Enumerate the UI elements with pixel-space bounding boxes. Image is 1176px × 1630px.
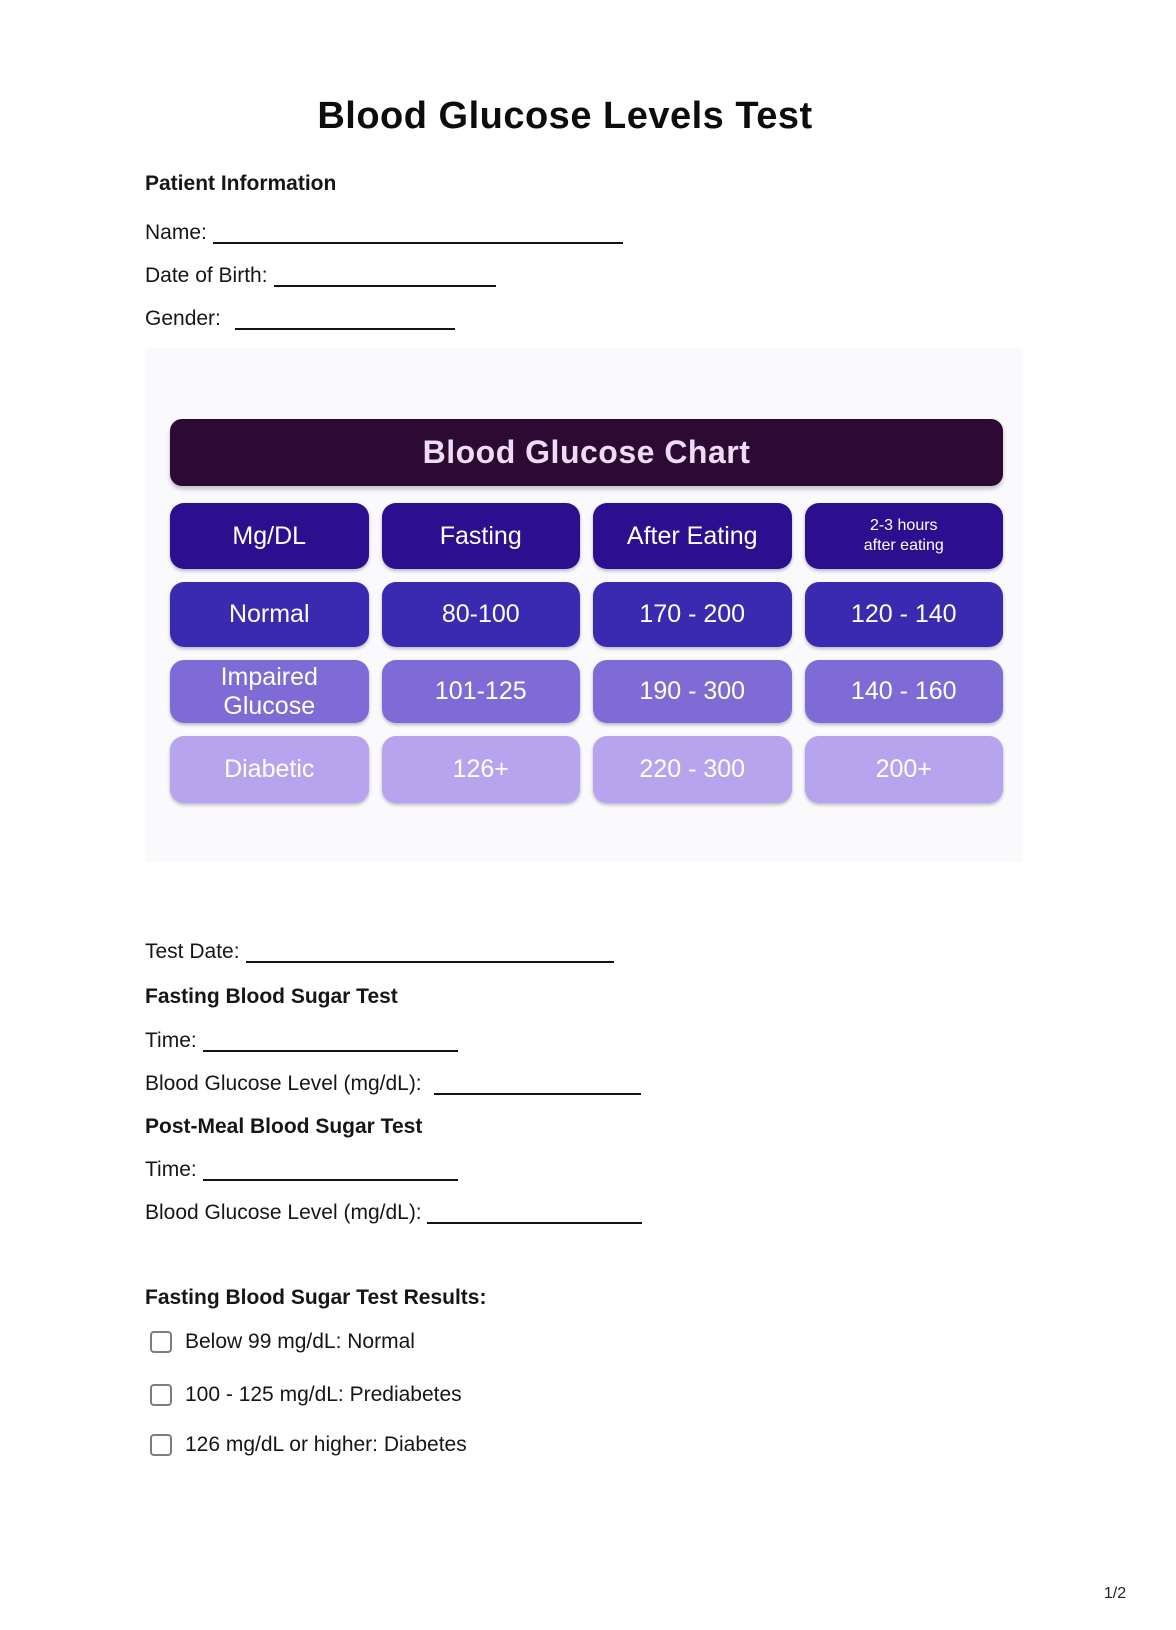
dob-label: Date of Birth: — [145, 264, 268, 287]
chart-row-label-normal: Normal — [170, 582, 369, 647]
patient-info-heading: Patient Information — [145, 172, 337, 195]
fasting-glucose-row — [145, 1072, 641, 1096]
post-meal-glucose-label: Blood Glucose Level (mg/dL): — [145, 1201, 422, 1224]
checkbox-prediabetes[interactable] — [150, 1384, 172, 1406]
post-meal-time-label: Time: — [145, 1158, 197, 1181]
chart-title: Blood Glucose Chart — [422, 434, 751, 470]
results-heading: Fasting Blood Sugar Test Results: — [145, 1286, 487, 1309]
chart-col-header-2-3-hours-line2: after eating — [863, 537, 944, 554]
gender-field-row — [145, 307, 455, 331]
post-meal-glucose-input-line[interactable] — [427, 1202, 642, 1224]
name-field-row — [145, 221, 623, 245]
chart-cell-normal-after-eating: 170 - 200 — [593, 582, 792, 647]
gender-label: Gender: — [145, 307, 221, 330]
name-input-line[interactable] — [213, 222, 623, 244]
chart-col-header-after-eating: After Eating — [593, 503, 792, 569]
result-option-row-prediabetes — [150, 1383, 462, 1407]
fasting-glucose-input-line[interactable] — [434, 1073, 641, 1095]
fasting-glucose-label: Blood Glucose Level (mg/dL): — [145, 1072, 422, 1095]
chart-row-label-impaired: Impaired Glucose — [170, 660, 369, 723]
chart-row-label-diabetic: Diabetic — [170, 736, 369, 803]
chart-cell-normal-fasting: 80-100 — [382, 582, 581, 647]
checkbox-normal[interactable] — [150, 1331, 172, 1353]
chart-table — [170, 503, 1003, 803]
chart-cell-diabetic-fasting: 126+ — [382, 736, 581, 803]
chart-col-header-fasting: Fasting — [382, 503, 581, 569]
post-meal-time-input-line[interactable] — [203, 1159, 458, 1181]
test-date-row — [145, 940, 614, 964]
blood-glucose-chart-panel — [145, 348, 1023, 862]
page-title: Blood Glucose Levels Test — [317, 95, 813, 137]
gender-input-line[interactable] — [235, 308, 455, 330]
result-option-label-prediabetes: 100 - 125 mg/dL: Prediabetes — [185, 1383, 462, 1406]
fasting-time-row — [145, 1029, 458, 1053]
post-meal-heading: Post-Meal Blood Sugar Test — [145, 1115, 423, 1138]
fasting-time-input-line[interactable] — [203, 1030, 458, 1052]
chart-col-header-2-3-hours — [805, 503, 1004, 569]
chart-col-header-2-3-hours-line1: 2-3 hours — [869, 517, 938, 534]
chart-cell-impaired-hours-after: 140 - 160 — [805, 660, 1004, 723]
result-option-label-normal: Below 99 mg/dL: Normal — [185, 1330, 415, 1353]
chart-cell-diabetic-after-eating: 220 - 300 — [593, 736, 792, 803]
checkbox-diabetes[interactable] — [150, 1434, 172, 1456]
test-date-label: Test Date: — [145, 940, 240, 963]
chart-col-header-mgdl: Mg/DL — [170, 503, 369, 569]
chart-cell-impaired-after-eating: 190 - 300 — [593, 660, 792, 723]
page-number: 1/2 — [1103, 1585, 1127, 1602]
fasting-time-label: Time: — [145, 1029, 197, 1052]
name-label: Name: — [145, 221, 207, 244]
chart-cell-diabetic-hours-after: 200+ — [805, 736, 1004, 803]
fasting-test-heading: Fasting Blood Sugar Test — [145, 985, 398, 1008]
chart-title-bar — [170, 419, 1003, 486]
dob-field-row — [145, 264, 496, 288]
chart-cell-normal-hours-after: 120 - 140 — [805, 582, 1004, 647]
chart-cell-impaired-fasting: 101-125 — [382, 660, 581, 723]
result-option-label-diabetes: 126 mg/dL or higher: Diabetes — [185, 1433, 467, 1456]
result-option-row-normal — [150, 1330, 415, 1354]
post-meal-glucose-row — [145, 1201, 642, 1225]
test-date-input-line[interactable] — [246, 941, 614, 963]
result-option-row-diabetes — [150, 1433, 467, 1457]
dob-input-line[interactable] — [274, 265, 496, 287]
post-meal-time-row — [145, 1158, 458, 1182]
